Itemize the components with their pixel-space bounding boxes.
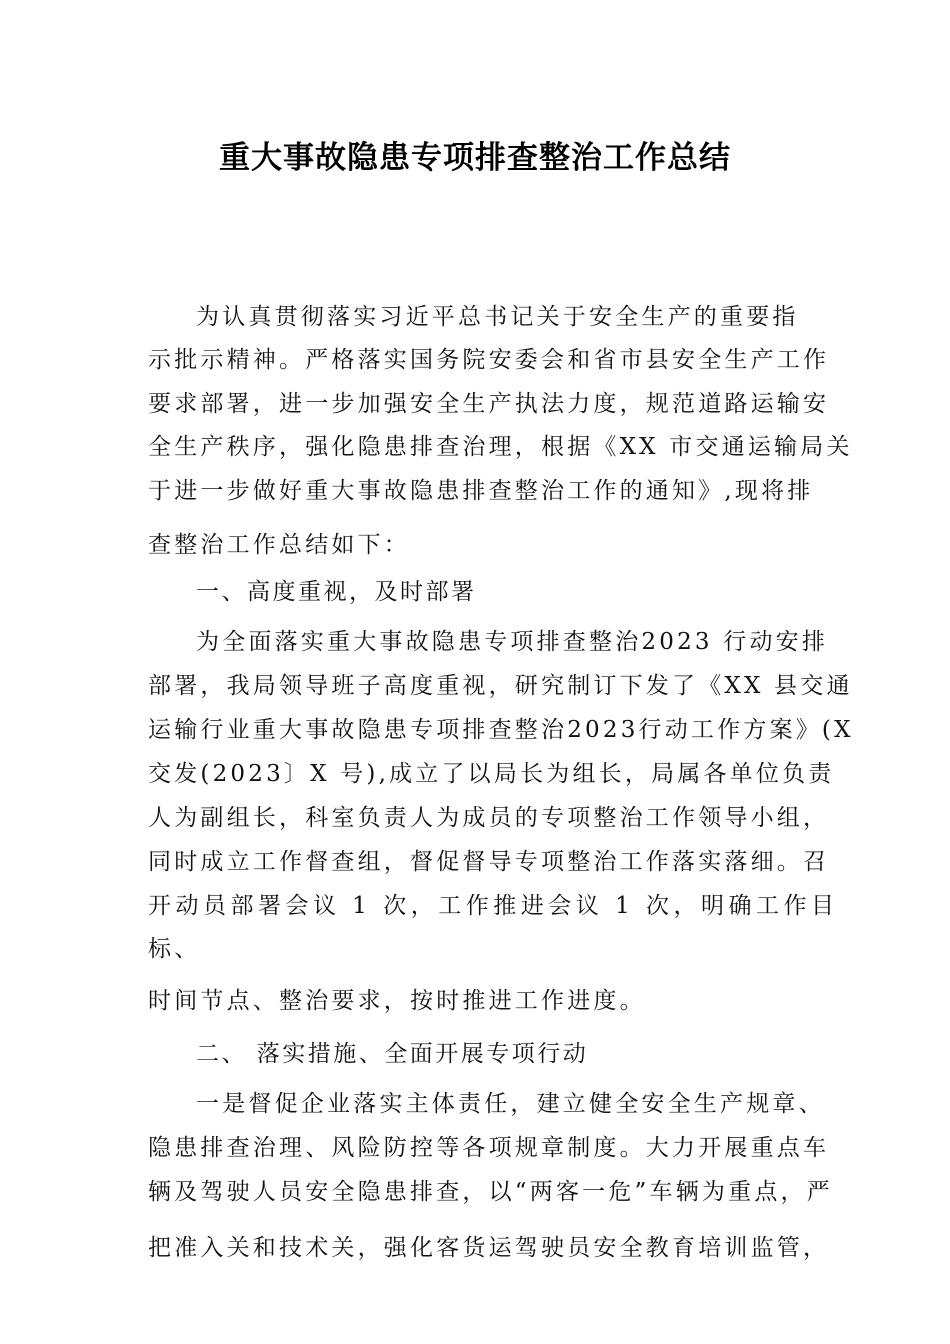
paragraph-line: 同时成立工作督查组，督促督导专项整治工作落实落细。召 (148, 849, 830, 875)
paragraph-line: 辆及驾驶人员安全隐患排查，以“两客一危”车辆为重点，严 (148, 1179, 833, 1205)
paragraph-line: 运输行业重大事故隐患专项排查整治2023行动工作方案》(X (148, 717, 854, 743)
paragraph-line: 要求部署，进一步加强安全生产执法力度，规范道路运输安 (148, 391, 830, 417)
paragraph-line: 查整治工作总结如下： (148, 532, 410, 558)
paragraph-line: 于进一步做好重大事故隐患排查整治工作的通知》,现将排 (148, 478, 814, 504)
paragraph-line: 开动员部署会议 1 次，工作推进会议 1 次，明确工作目 (148, 893, 839, 919)
section-heading-2: 二、 落实措施、全面开展专项行动 (196, 1041, 589, 1067)
paragraph-line: 部署，我局领导班子高度重视，研究制订下发了《XX 县交通 (148, 673, 853, 699)
paragraph-line: 一是督促企业落实主体责任，建立健全安全生产规章、 (196, 1091, 825, 1117)
section-heading-1: 一、高度重视，及时部署 (196, 579, 477, 605)
paragraph-line: 全生产秩序，强化隐患排查治理，根据《XX 市交通运输局关 (148, 434, 853, 460)
paragraph-line: 示批示精神。严格落实国务院安委会和省市县安全生产工作 (148, 347, 830, 373)
paragraph-line: 为认真贯彻落实习近平总书记关于安全生产的重要指 (196, 304, 799, 330)
paragraph-line: 把准入关和技术关，强化客货运驾驶员安全教育培训监管， (148, 1235, 830, 1261)
paragraph-line: 人为副组长，科室负责人为成员的专项整治工作领导小组， (148, 805, 830, 831)
document-title: 重大事故隐患专项排查整治工作总结 (219, 140, 731, 176)
paragraph-line: 时间节点、整治要求，按时推进工作进度。 (148, 988, 646, 1014)
paragraph-line: 交发(2023〕X 号),成立了以局长为组长，局属各单位负责 (148, 761, 835, 787)
paragraph-line: 标、 (148, 936, 201, 962)
paragraph-line: 隐患排查治理、风险防控等各项规章制度。大力开展重点车 (148, 1135, 830, 1161)
paragraph-line: 为全面落实重大事故隐患专项排查整治2023 行动安排 (196, 629, 829, 655)
